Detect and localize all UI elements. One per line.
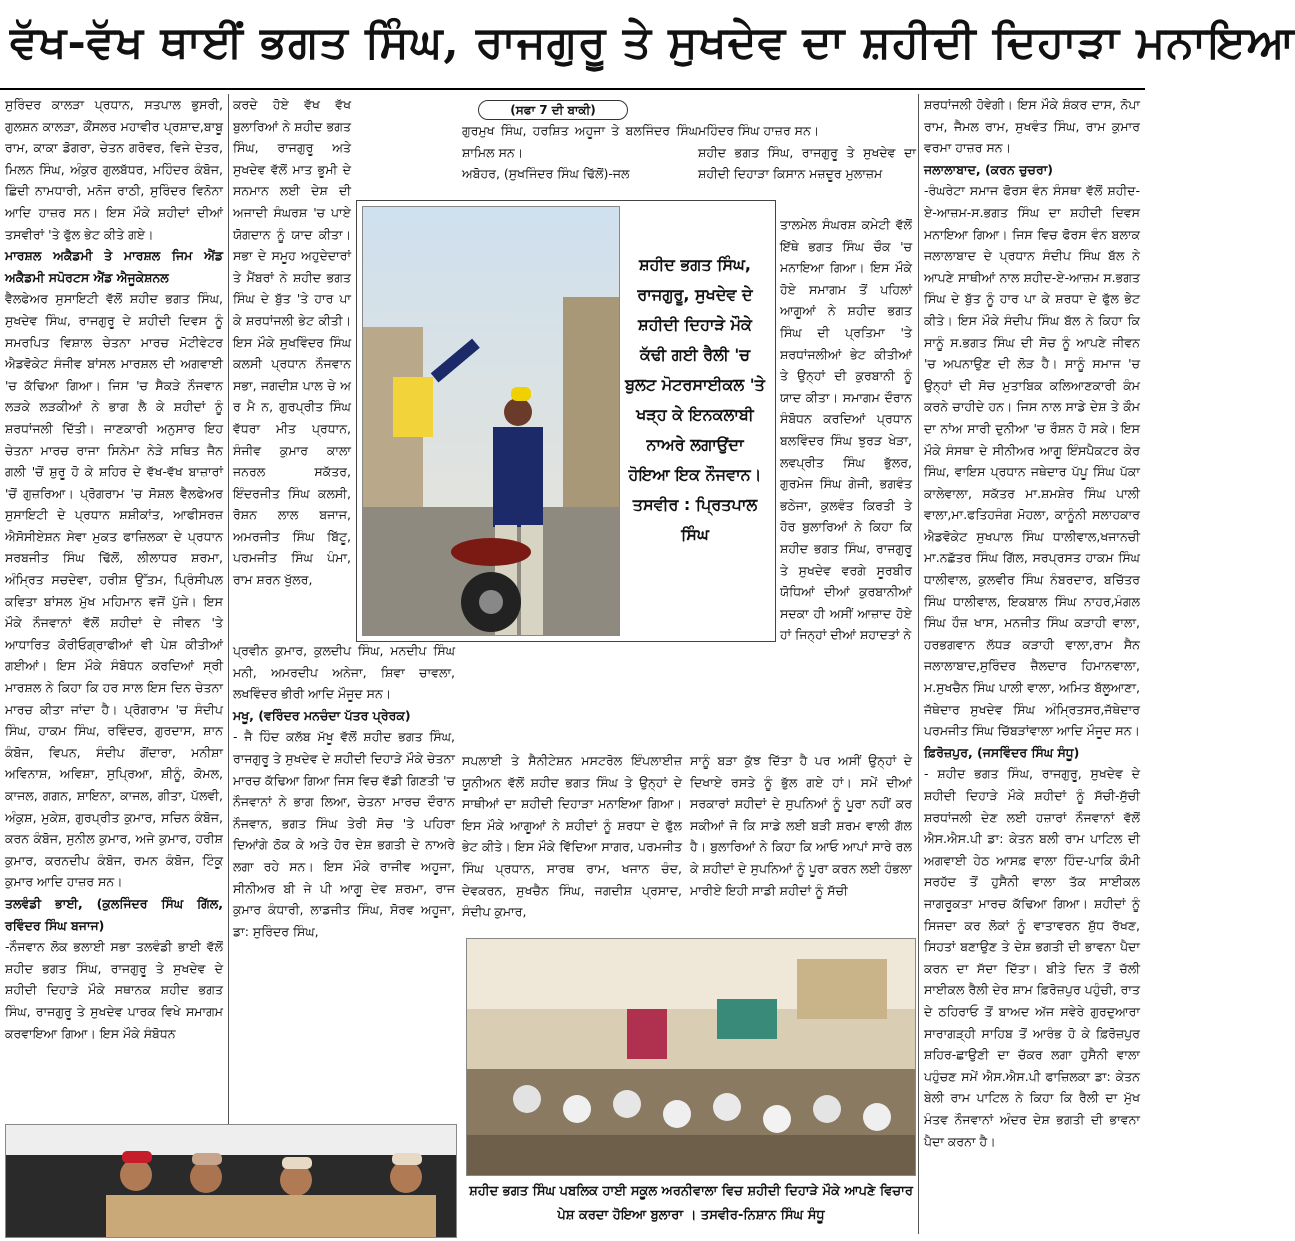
column-4-bottom: [690, 750, 912, 934]
col1-subhead-1: ਮਾਰਸ਼ਲ ਅਕੈਡਮੀ ਤੇ ਮਾਰਸ਼ਲ ਜਿਮ ਐਂਡ ਅਕੈਡਮੀ ਸਪੋਰਟਸ ਐਂਡ ਐਜੂਕੇਸ਼ਨਲ: [5, 248, 223, 285]
headline: ਵੱਖ-ਵੱਖ ਥਾਈਂ ਭਗਤ ਸਿੰਘ, ਰਾਜਗੁਰੂ ਤੇ ਸੁਖਦੇਵ ਦਾ ਸ਼ਹੀਦੀ ਦਿਹਾੜਾ ਮਨਾਇਆ: [10, 17, 1295, 68]
column-divider: [918, 94, 919, 1234]
col3-paragraph-bottom: ਸਪਲਾਈ ਤੇ ਸੈਨੀਟੇਸ਼ਨ ਮਸਟਰੋਲ ਇੰਪਲਾਈਜ਼ ਯੂਨੀਅਨ ਵੱਲੋਂ ਸ਼ਹੀਦ ਭਗਤ ਸਿੰਘ ਤੇ ਉਨ੍ਹਾਂ ਦੇ ਸਾਥੀਆਂ ਦਾ ਸ਼ਹੀਦੀ ਦਿਹਾੜਾ ਮਨਾਇਆ ਗਿਆ। ਇਸ ਮੌਕੇ ਆਗੂਆਂ ਨੇ ਸ਼ਹੀਦਾਂ ਨੂੰ ਸ਼ਰਧਾ ਦੇ ਫੁੱਲ ਭੇਟ ਕੀਤੇ। ਇਸ ਮੌਕੇ ਵਿੱਦਿਆ ਸਾਗਰ, ਪਰਮਜੀਤ ਸਿੰਘ ਪ੍ਰਧਾਨ, ਸਾਰਥ ਰਾਮ, ਖਜਾਨ ਚੰਦ, ਦੇਵਕਰਨ, ਸੁਖਚੈਨ ਸਿੰਘ, ਜਗਦੀਸ਼ ਪ੍ਰਸਾਦ, ਸੰਦੀਪ ਕੁਮਾਰ,: [462, 753, 682, 920]
col3-paragraph-top: ਗੁਰਮੁਖ ਸਿੰਘ, ਹਰਸ਼ਿਤ ਅਹੂਜਾ ਤੇ ਬਲਜਿੰਦਰ ਸਿੰਘ ਸ਼ਾਮਿਲ ਸਨ।: [462, 123, 698, 160]
photo-school-event: [466, 938, 916, 1176]
col4-paragraph-top: ਮਹਿੰਦਰ ਸਿੰਘ ਹਾਜ਼ਰ ਸਨ।: [698, 123, 820, 138]
col4-paragraph-bottom: ਸਾਨੂੰ ਬੜਾ ਕੁੱਝ ਦਿੱਤਾ ਹੈ ਪਰ ਅਸੀਂ ਉਨ੍ਹਾਂ ਦੇ ਦਿਖਾਏ ਰਸਤੇ ਨੂੰ ਭੁੱਲ ਗਏ ਹਾਂ। ਸਮੇਂ ਦੀਆਂ ਸਰਕਾਰਾਂ ਸ਼ਹੀਦਾਂ ਦੇ ਸੁਪਨਿਆਂ ਨੂੰ ਪੂਰਾ ਨਹੀਂ ਕਰ ਸਕੀਆਂ ਜੋ ਕਿ ਸਾਡੇ ਲਈ ਬੜੀ ਸ਼ਰਮ ਵਾਲੀ ਗੱਲ ਹੈ। ਬੁਲਾਰਿਆਂ ਨੇ ਕਿਹਾ ਕਿ ਆਓ ਆਪਾਂ ਸਾਰੇ ਰਲ ਕੇ ਸ਼ਹੀਦਾਂ ਦੇ ਸੁਪਨਿਆਂ ਨੂੰ ਪੂਰਾ ਕਰਨ ਲਈ ਹੰਭਲਾ ਮਾਰੀਏ ਇਹੀ ਸਾਡੀ ਸ਼ਹੀਦਾਂ ਨੂੰ ਸੱਚੀ: [690, 753, 912, 898]
continued-label: (ਸਫਾ 7 ਦੀ ਬਾਕੀ): [478, 100, 628, 120]
col2-paragraph-bottom-2: - ਜੈ ਹਿੰਦ ਕਲੱਬ ਮੱਖੂ ਵੱਲੋਂ ਸ਼ਹੀਦ ਭਗਤ ਸਿੰਘ, ਰਾਜਗੁਰੂ ਤੇ ਸੁਖਦੇਵ ਦੇ ਸ਼ਹੀਦੀ ਦਿਹਾੜੇ ਮੌਕੇ ਚੇਤਨਾ ਮਾਰਚ ਕੱਢਿਆ ਗਿਆ ਜਿਸ ਵਿਚ ਵੱਡੀ ਗਿਣਤੀ 'ਚ ਨੌਜਵਾਨਾਂ ਨੇ ਭਾਗ ਲਿਆ, ਚੇਤਨਾ ਮਾਰਚ ਦੌਰਾਨ ਨੌਜਵਾਨ, ਭਗਤ ਸਿੰਘ ਤੇਰੀ ਸੋਚ 'ਤੇ ਪਹਿਰਾ ਦਿਆਂਗੇ ਠੋਕ ਕੇ ਅਤੇ ਹੋਰ ਦੇਸ਼ ਭਗਤੀ ਦੇ ਨਾਅਰੇ ਲਗਾ ਰਹੇ ਸਨ। ਇਸ ਮੌਕੇ ਰਾਜੀਵ ਅਹੂਜਾ, ਸੀਨੀਅਰ ਬੀ ਜੇ ਪੀ ਆਗੂ ਦੇਵ ਸ਼ਰਮਾ, ਰਾਜ ਕੁਮਾਰ ਕੰਧਾਰੀ, ਲਾਡਜੀਤ ਸਿੰਘ, ਸੋਰਵ ਅਹੂਜਾ, ਡਾ: ਸੁਰਿੰਦਰ ਸਿੰਘ,: [233, 729, 455, 939]
school-event-image: [467, 939, 915, 1175]
col5-paragraph-1: ਸ਼ਰਧਾਂਜਲੀ ਹੋਵੇਗੀ। ਇਸ ਮੌਕੇ ਸ਼ੰਕਰ ਦਾਸ, ਨੋਪਾ ਰਾਮ, ਜੈਮਲ ਰਾਮ, ਸੁਖਵੰਤ ਸਿੰਘ, ਰਾਮ ਕੁਮਾਰ ਵਰਮਾ ਹਾਜ਼ਰ ਸਨ।: [924, 97, 1140, 156]
column-divider: [228, 94, 229, 1234]
column-4-narrow: [780, 214, 912, 758]
photo-police-officers: [5, 1124, 457, 1238]
photo1-caption: [625, 250, 765, 610]
photo2-caption-text: ਸ਼ਹੀਦ ਭਗਤ ਸਿੰਘ ਪਬਲਿਕ ਹਾਈ ਸਕੂਲ ਅਰਨੀਵਾਲਾ ਵਿਚ ਸ਼ਹੀਦੀ ਦਿਹਾੜੇ ਮੌਕੇ ਆਪਣੇ ਵਿਚਾਰ ਪੇਸ਼ ਕਰਦਾ ਹੋਇਆ ਬੁਲਾਰਾ । ਤਸਵੀਰ-ਨਿਸ਼ਾਨ ਸਿੰਘ ਸੰਧੂ: [469, 1184, 913, 1223]
col5-paragraph-2: -ਰੰਘਰੇਟਾ ਸਮਾਜ ਫੋਰਸ ਵੰਨ ਸੰਸਥਾ ਵੱਲੋਂ ਸ਼ਹੀਦ-ਏ-ਆਜ਼ਮ-ਸ.ਭਗਤ ਸਿੰਘ ਦਾ ਸ਼ਹੀਦੀ ਦਿਵਸ ਮਨਾਇਆ ਗਿਆ। ਜਿਸ ਵਿਚ ਫੋਰਸ ਵੰਨ ਬਲਾਕ ਜਲਾਲਾਬਾਦ ਦੇ ਪ੍ਰਧਾਨ ਸੰਦੀਪ ਸਿੰਘ ਬੱਲ ਨੇ ਆਪਣੇ ਸਾਥੀਆਂ ਨਾਲ ਸ਼ਹੀਦ-ਏ-ਆਜ਼ਮ ਸ.ਭਗਤ ਸਿੰਘ ਦੇ ਬੁੱਤ ਨੂੰ ਹਾਰ ਪਾ ਕੇ ਸ਼ਰਧਾ ਦੇ ਫੁੱਲ ਭੇਟ ਕੀਤੇ। ਇਸ ਮੌਕੇ ਸੰਦੀਪ ਸਿੰਘ ਬੱਲ ਨੇ ਕਿਹਾ ਕਿ ਸਾਨੂੰ ਸ.ਭਗਤ ਸਿੰਘ ਦੀ ਸੋਚ ਨੂੰ ਆਪਣੇ ਜੀਵਨ 'ਚ ਅਪਨਾਉਣ ਦੀ ਲੋੜ ਹੈ। ਸਾਨੂੰ ਸਮਾਜ 'ਚ ਉਨ੍ਹਾਂ ਦੀ ਸੋਚ ਮੁਤਾਬਿਕ ਕਲਿਆਣਕਾਰੀ ਕੰਮ ਕਰਨੇ ਚਾਹੀਦੇ ਹਨ। ਜਿਸ ਨਾਲ ਸਾਡੇ ਦੇਸ਼ ਤੇ ਕੌਮ ਦਾ ਨਾਂਅ ਸਾਰੀ ਦੁਨੀਆ 'ਚ ਰੌਸ਼ਨ ਹੋ ਸਕੇ। ਇਸ ਮੌਕੇ ਸੰਸਥਾ ਦੇ ਸੀਨੀਅਰ ਆਗੂ ਇੰਸਪੈਕਟਰ ਕੇਰ ਸਿੰਘ, ਵਾਇਸ ਪ੍ਰਧਾਨ ਜਥੇਦਾਰ ਪੱਪੂ ਸਿੰਘ ਪੱਕਾ ਕਾਲੇਵਾਲਾ, ਸਕੱਤਰ ਮਾ.ਸ਼ਮਸ਼ੇਰ ਸਿੰਘ ਪਾਲੀ ਵਾਲਾ,ਮਾ.ਫਤਿਹਜੰਗ ਮੋਹਲਾ, ਕਾਨੂੰਨੀ ਸਲਾਹਕਾਰ ਐਡਵੋਕੇਟ ਸੁਖਪਾਲ ਸਿੰਘ ਧਾਲੀਵਾਲ,ਖਜਾਨਚੀ ਮਾ.ਨਛੱਤਰ ਸਿੰਘ ਗਿੱਲ, ਸਰਪ੍ਰਸਤ ਹਾਕਮ ਸਿੰਘ ਧਾਲੀਵਾਲ, ਕੁਲਵੀਰ ਸਿੰਘ ਨੰਬਰਦਾਰ, ਬਚਿੱਤਰ ਸਿੰਘ ਧਾਲੀਵਾਲ, ਇਕਬਾਲ ਸਿੰਘ ਨਾਹਰ,ਮੰਗਲ ਸਿੰਘ ਹੌਜ਼ ਖਾਸ, ਮਨਜੀਤ ਸਿੰਘ ਕੜਾਹੀ ਵਾਲਾ, ਹਰਭਗਵਾਨ ਲੱਧੜ ਕੜਾਹੀ ਵਾਲਾ,ਰਾਮ ਸੈਨ ਜਲਾਲਾਬਾਦ,ਸੁਰਿੰਦਰ ਜ਼ੈਲਦਾਰ ਹਿਮਾਨਵਾਲਾ, ਮ.ਸੁਖਚੈਨ ਸਿੰਘ ਪਾਲੀ ਵਾਲਾ, ਅਮਿਤ ਬੱਲੂਆਣਾ, ਜੱਥੇਦਾਰ ਸੁਖਦੇਵ ਸਿੰਘ ਅੰਮ੍ਰਿਤਸਰ,ਜੱਥੇਦਾਰ ਪਰਮਜੀਤ ਸਿੰਘ ਚਿੱਬੜਾਂਵਾਲਾ ਆਦਿ ਮੌਜੂਦ ਸਨ।: [924, 183, 1140, 739]
col4-paragraph-narrow: ਤਾਲਮੇਲ ਸੰਘਰਸ਼ ਕਮੇਟੀ ਵੱਲੋਂ ਇੱਥੇ ਭਗਤ ਸਿੰਘ ਚੌਕ 'ਚ ਮਨਾਇਆ ਗਿਆ। ਇਸ ਮੌਕੇ ਹੋਏ ਸਮਾਗਮ ਤੋਂ ਪਹਿਲਾਂ ਆਗੂਆਂ ਨੇ ਸ਼ਹੀਦ ਭਗਤ ਸਿੰਘ ਦੀ ਪ੍ਰਤਿਮਾ 'ਤੇ ਸ਼ਰਧਾਂਜਲੀਆਂ ਭੇਟ ਕੀਤੀਆਂ ਤੇ ਉਨ੍ਹਾਂ ਦੀ ਕੁਰਬਾਨੀ ਨੂੰ ਯਾਦ ਕੀਤਾ। ਸਮਾਗਮ ਦੌਰਾਨ ਸੰਬੋਧਨ ਕਰਦਿਆਂ ਪ੍ਰਧਾਨ ਬਲਵਿੰਦਰ ਸਿੰਘ ਝੁਰੜ ਖੇੜਾ, ਲਵਪ੍ਰੀਤ ਸਿੰਘ ਭੁੱਲਰ, ਗੁਰਮੇਜ ਸਿੰਘ ਗੇਜੀ, ਭਗਵੰਤ ਭਠੇਜਾ, ਕੁਲਵੰਤ ਕਿਰਤੀ ਤੇ ਹੋਰ ਬੁਲਾਰਿਆਂ ਨੇ ਕਿਹਾ ਕਿ ਸ਼ਹੀਦ ਭਗਤ ਸਿੰਘ, ਰਾਜਗੁਰੂ ਤੇ ਸੁਖਦੇਵ ਵਰਗੇ ਸੂਰਬੀਰ ਯੋਧਿਆਂ ਦੀਆਂ ਕੁਰਬਾਨੀਆਂ ਸਦਕਾ ਹੀ ਅਸੀਂ ਆਜ਼ਾਦ ਹੋਏ ਹਾਂ ਜਿਨ੍ਹਾਂ ਦੀਆਂ ਸ਼ਹਾਦਤਾਂ ਨੇ: [780, 217, 912, 643]
col1-paragraph-1: ਸੁਰਿੰਦਰ ਕਾਲੜਾ ਪ੍ਰਧਾਨ, ਸਤਪਾਲ ਭੁਸਰੀ, ਗੁਲਸ਼ਨ ਕਾਲੜਾ, ਕੌਂਸਲਰ ਮਹਾਵੀਰ ਪ੍ਰਸ਼ਾਦ,ਬਾਬੂ ਰਾਮ, ਕਾਕਾ ਡੋਗਰਾ, ਚੇਤਨ ਗਰੋਵਰ, ਵਿਜੇ ਦੇਤਰ, ਮਿਲਨ ਸਿੰਘ, ਅੰਕੁਰ ਗੁਲਬੱਧਰ, ਮਹਿੰਦਰ ਕੰਬੋਜ, ਛਿੰਦੀ ਨਾਮਧਾਰੀ, ਮਨੋਜ ਰਾਠੀ, ਸੁਰਿੰਦਰ ਵਿਨੋਨਾ ਆਦਿ ਹਾਜ਼ਰ ਸਨ। ਇਸ ਮੌਕੇ ਸ਼ਹੀਦਾਂ ਦੀਆਂ ਤਸਵੀਰਾਂ 'ਤੇ ਫੁੱਲ ਭੇਟ ਕੀਤੇ ਗਏ।: [5, 97, 223, 242]
col5-subhead-1: ਜਲਾਲਾਬਾਦ, (ਕਰਨ ਚੁਚਰਾ): [924, 161, 1054, 177]
col5-paragraph-3: - ਸ਼ਹੀਦ ਭਗਤ ਸਿੰਘ, ਰਾਜਗੁਰੂ, ਸੁਖਦੇਵ ਦੇ ਸ਼ਹੀਦੀ ਦਿਹਾੜੇ ਮੌਕੇ ਸ਼ਹੀਦਾਂ ਨੂੰ ਸੱਚੀ-ਸੁੱਚੀ ਸ਼ਰਧਾਂਜਲੀ ਦੇਣ ਲਈ ਹਜ਼ਾਰਾਂ ਨੌਜਵਾਨਾਂ ਵੱਲੋਂ ਐਸ.ਐਸ.ਪੀ ਡਾ: ਕੇਤਨ ਬਲੀ ਰਾਮ ਪਾਟਿਲ ਦੀ ਅਗਵਾਈ ਹੇਠ ਆਸਫ਼ ਵਾਲਾ ਹਿੰਦ-ਪਾਕਿ ਕੌਮੀ ਸਰਹੱਦ ਤੋਂ ਹੁਸੈਨੀ ਵਾਲਾ ਤੱਕ ਸਾਈਕਲ ਜਾਗਰੂਕਤਾ ਮਾਰਚ ਕੱਢਿਆ ਗਿਆ। ਸ਼ਹੀਦਾਂ ਨੂੰ ਸਿਜਦਾ ਕਰ ਲੋਕਾਂ ਨੂੰ ਵਾਤਾਵਰਨ ਸ਼ੁੱਧ ਰੱਖਣ, ਸਿਹਤਾਂ ਬਣਾਉਣ ਤੇ ਦੇਸ਼ ਭਗਤੀ ਦੀ ਭਾਵਨਾ ਪੈਦਾ ਕਰਨ ਦਾ ਸੱਦਾ ਦਿੱਤਾ। ਬੀਤੇ ਦਿਨ ਤੋਂ ਚੱਲੀ ਸਾਈਕਲ ਰੈਲੀ ਦੇਰ ਸ਼ਾਮ ਫ਼ਿਰੋਜ਼ਪੁਰ ਪਹੁੰਚੀ, ਰਾਤ ਦੇ ਠਹਿਰਾਓ ਤੋਂ ਬਾਅਦ ਅੱਜ ਸਵੇਰੇ ਗੁਰਦੁਆਰਾ ਸਾਰਾਗੜ੍ਹੀ ਸਾਹਿਬ ਤੋਂ ਆਰੰਭ ਹੋ ਕੇ ਫ਼ਿਰੋਜ਼ਪੁਰ ਸ਼ਹਿਰ-ਛਾਉਣੀ ਦਾ ਚੱਕਰ ਲਗਾ ਹੁਸੈਨੀ ਵਾਲਾ ਪਹੁੰਚਣ ਸਮੇਂ ਐਸ.ਐਸ.ਪੀ ਫਾਜ਼ਿਲਕਾ ਡਾ: ਕੇਤਨ ਬੇਲੀ ਰਾਮ ਪਾਟਿਲ ਨੇ ਕਿਹਾ ਕਿ ਰੈਲੀ ਦਾ ਮੁੱਖ ਮੰਤਵ ਨੌਜਵਾਨਾਂ ਅੰਦਰ ਦੇਸ਼ ਭਗਤੀ ਦੀ ਭਾਵਨਾ ਪੈਦਾ ਕਰਨਾ ਹੈ।: [924, 766, 1140, 1149]
col2-paragraph-bottom-1: ਪ੍ਰਵੀਨ ਕੁਮਾਰ, ਕੁਲਦੀਪ ਸਿੰਘ, ਮਨਦੀਪ ਸਿੰਘ ਮਨੀ, ਅਮਰਦੀਪ ਅਨੇਜਾ, ਸ਼ਿਵਾ ਚਾਵਲਾ, ਲਖਵਿੰਦਰ ਭੀਰੀ ਆਦਿ ਮੌਜੂਦ ਸਨ।: [233, 643, 455, 702]
police-officers-image: [6, 1125, 456, 1237]
column-2-bottom: [233, 640, 455, 1116]
col5-subhead-2: ਫ਼ਿਰੋਜ਼ਪੁਰ, (ਜਸਵਿੰਦਰ ਸਿੰਘ ਸੰਧੂ): [924, 744, 1080, 760]
column-5: [924, 94, 1140, 1234]
column-3-bottom: [462, 750, 682, 934]
column-1: [5, 94, 223, 1116]
column-3-top: [462, 120, 698, 200]
col2-subhead: ਮਖੂ, (ਵਰਿੰਦਰ ਮਨਚੰਦਾ ਪੱਤਰ ਪ੍ਰੇਰਕ): [233, 707, 411, 723]
photo-motorcycle-rally: [362, 206, 620, 636]
motorcycle-rally-image: [363, 207, 619, 635]
col1-paragraph-2: ਵੈਲਫੇਅਰ ਸੁਸਾਇਟੀ ਵੱਲੋਂ ਸ਼ਹੀਦ ਭਗਤ ਸਿੰਘ, ਸੁਖਦੇਵ ਸਿੰਘ, ਰਾਜਗੁਰੂ ਦੇ ਸ਼ਹੀਦੀ ਦਿਵਸ ਨੂੰ ਸਮਰਪਿਤ ਵਿਸ਼ਾਲ ਚੇਤਨਾ ਮਾਰਚ ਮੋਟੀਵੇਟਰ ਐਡਵੋਕੇਟ ਸੰਜੀਵ ਬਾਂਸਲ ਮਾਰਸ਼ਲ ਦੀ ਅਗਵਾਈ 'ਚ ਕੱਢਿਆ ਗਿਆ। ਜਿਸ 'ਚ ਸੈਕੜੇ ਨੌਜਵਾਨ ਲੜਕੇ ਲੜਕੀਆਂ ਨੇ ਭਾਗ ਲੈ ਕੇ ਸ਼ਹੀਦਾਂ ਨੂੰ ਸ਼ਰਧਾਂਜਲੀ ਦਿੱਤੀ। ਜਾਣਕਾਰੀ ਅਨੁਸਾਰ ਇਹ ਚੇਤਨਾ ਮਾਰਚ ਰਾਜਾ ਸਿਨੇਮਾ ਨੇੜੇ ਸਥਿਤ ਜੈਨ ਗਲੀ 'ਚੋਂ ਸ਼ੁਰੂ ਹੋ ਕੇ ਸ਼ਹਿਰ ਦੇ ਵੱਖ-ਵੱਖ ਬਾਜ਼ਾਰਾਂ 'ਚੋਂ ਗੁਜ਼ਰਿਆ। ਪ੍ਰੋਗਰਾਮ 'ਚ ਸੋਸ਼ਲ ਵੈਲਫੇਅਰ ਸੁਸਾਇਟੀ ਦੇ ਪ੍ਰਧਾਨ ਸ਼ਸ਼ੀਕਾਂਤ, ਆਫੀਸਰਜ਼ ਐਸੋਸੀਏਸ਼ਨ ਸੇਵਾ ਮੁਕਤ ਫਾਜ਼ਿਲਕਾ ਦੇ ਪ੍ਰਧਾਨ ਸਰਬਜੀਤ ਸਿੰਘ ਢਿੱਲੋਂ, ਲੀਲਾਧਰ ਸ਼ਰਮਾ, ਅੰਮ੍ਰਿਤ ਸਚਦੇਵਾ, ਹਰੀਸ਼ ਉੱਤਮ, ਪ੍ਰਿੰਸੀਪਲ ਕਵਿਤਾ ਬਾਂਸਲ ਮੁੱਖ ਮਹਿਮਾਨ ਵਜੋਂ ਪੁੱਜੇ। ਇਸ ਮੌਕੇ ਨੌਜਵਾਨਾਂ ਵੱਲੋਂ ਸ਼ਹੀਦਾਂ ਦੇ ਜੀਵਨ 'ਤੇ ਆਧਾਰਿਤ ਕੋਰੀਓਗ੍ਰਾਫੀਆਂ ਵੀ ਪੇਸ਼ ਕੀਤੀਆਂ ਗਈਆਂ। ਇਸ ਮੌਕੇ ਸੰਬੋਧਨ ਕਰਦਿਆਂ ਸ੍ਰੀ ਮਾਰਸ਼ਲ ਨੇ ਕਿਹਾ ਕਿ ਹਰ ਸਾਲ ਇਸ ਦਿਨ ਚੇਤਨਾ ਮਾਰਚ ਕੀਤਾ ਜਾਂਦਾ ਹੈ। ਪ੍ਰੋਗਰਾਮ 'ਚ ਸੰਦੀਪ ਸਿੰਘ, ਹਾਕਮ ਸਿੰਘ, ਰਵਿੰਦਰ, ਗੁਰਦਾਸ, ਸ਼ਾਨ ਕੰਬੋਜ, ਵਿਪਨ, ਸੰਦੀਪ ਗੋਂਦਾਰਾ, ਮਨੀਸ਼ਾ ਅਵਿਨਾਸ਼, ਅਵਿਸ਼ਾ, ਸੁਪ੍ਰਿਆ, ਸ਼ੀਨੂੰ, ਕੋਮਲ, ਕਾਜਲ, ਗਗਨ, ਸ਼ਾਇਨਾ, ਕਾਜਲ, ਗੀਤਾ, ਪੱਲਵੀ, ਅੰਕੁਸ਼, ਮੁਕੇਸ਼, ਗੁਰਪ੍ਰੀਤ ਕੁਮਾਰ, ਸਚਿਨ ਕੰਬੋਜ, ਕਰਨ ਕੰਬੋਜ, ਸੁਨੀਲ ਕੁਮਾਰ, ਅਜੇ ਕੁਮਾਰ, ਹਰੀਸ਼ ਕੁਮਾਰ, ਕਰਨਦੀਪ ਕੰਬੋਜ, ਰਮਨ ਕੰਬੋਜ, ਟਿੰਕੂ ਕੁਮਾਰ ਆਦਿ ਹਾਜ਼ਰ ਸਨ।: [5, 291, 223, 890]
col3-paragraph-top-2: ਅਬੋਹਰ, (ਸੁਖਜਿੰਦਰ ਸਿੰਘ ਢਿੱਲੋਂ)-ਜਲ: [462, 166, 630, 182]
column-2-top: [233, 94, 351, 640]
col4-paragraph-top-2: ਸ਼ਹੀਦ ਭਗਤ ਸਿੰਘ, ਰਾਜਗੁਰੂ ਤੇ ਸੁਖਦੇਵ ਦਾ ਸ਼ਹੀਦੀ ਦਿਹਾੜਾ ਕਿਸਾਨ ਮਜ਼ਦੂਰ ਮੁਲਾਜ਼ਮ: [698, 144, 916, 182]
photo2-caption: [466, 1180, 916, 1232]
col1-subhead-2: ਤਲਵੰਡੀ ਭਾਈ, (ਕੁਲਜਿੰਦਰ ਸਿੰਘ ਗਿੱਲ, ਰਵਿੰਦਰ ਸਿੰਘ ਬਜਾਜ): [5, 895, 223, 933]
col1-paragraph-3: -ਨੌਜਵਾਨ ਲੋਕ ਭਲਾਈ ਸਭਾ ਤਲਵੰਡੀ ਭਾਈ ਵੱਲੋਂ ਸ਼ਹੀਦ ਭਗਤ ਸਿੰਘ, ਰਾਜਗੁਰੂ ਤੇ ਸੁਖਦੇਵ ਦੇ ਸ਼ਹੀਦੀ ਦਿਹਾੜੇ ਮੌਕੇ ਸਥਾਨਕ ਸ਼ਹੀਦ ਭਗਤ ਸਿੰਘ, ਰਾਜਗੁਰੂ ਤੇ ਸੁਖਦੇਵ ਪਾਰਕ ਵਿਖੇ ਸਮਾਗਮ ਕਰਵਾਇਆ ਗਿਆ। ਇਸ ਮੌਕੇ ਸੰਬੋਧਨ: [5, 939, 223, 1041]
photo1-caption-text: ਸ਼ਹੀਦ ਭਗਤ ਸਿੰਘ, ਰਾਜਗੁਰੂ, ਸੁਖਦੇਵ ਦੇ ਸ਼ਹੀਦੀ ਦਿਹਾੜੇ ਮੌਕੇ ਕੱਢੀ ਗਈ ਰੈਲੀ 'ਚ ਬੁਲਟ ਮੋਟਰਸਾਈਕਲ 'ਤੇ ਖੜ੍ਹ ਕੇ ਇਨਕਲਾਬੀ ਨਾਅਰੇ ਲਗਾਉਂਦਾ ਹੋਇਆ ਇਕ ਨੌਜਵਾਨ। ਤਸਵੀਰ : ਪ੍ਰਿਤਪਾਲ ਸਿੰਘ: [625, 255, 765, 544]
col2-paragraph-top: ਕਰਦੇ ਹੋਏ ਵੱਖ ਵੱਖ ਬੁਲਾਰਿਆਂ ਨੇ ਸ਼ਹੀਦ ਭਗਤ ਸਿੰਘ, ਰਾਜਗੁਰੂ ਅਤੇ ਸੁਖਦੇਵ ਵੱਲੋਂ ਮਾਤ ਭੂਮੀ ਦੇ ਸਨਮਾਨ ਲਈ ਦੇਸ਼ ਦੀ ਅਜਾਦੀ ਸੰਘਰਸ਼ 'ਚ ਪਾਏ ਯੋਗਦਾਨ ਨੂੰ ਯਾਦ ਕੀਤਾ। ਸਭਾ ਦੇ ਸਮੂਹ ਅਹੁਦੇਦਾਰਾਂ ਤੇ ਮੈਂਬਰਾਂ ਨੇ ਸ਼ਹੀਦ ਭਗਤ ਸਿੰਘ ਦੇ ਬੁੱਤ 'ਤੇ ਹਾਰ ਪਾ ਕੇ ਸ਼ਰਧਾਂਜਲੀ ਭੇਟ ਕੀਤੀ। ਇਸ ਮੌਕੇ ਸੁਖਵਿੰਦਰ ਸਿੰਘ ਕਲਸੀ ਪ੍ਰਧਾਨ ਨੌਜਵਾਨ ਸਭਾ, ਜਗਦੀਸ਼ ਪਾਲ ਚੇ ਅ ਰ ਮੈ ਨ, ਗੁਰਪ੍ਰੀਤ ਸਿੰਘ ਵੱਧਰਾ ਮੀਤ ਪ੍ਰਧਾਨ, ਸੰਜੀਵ ਕੁਮਾਰ ਕਾਲਾ ਜਨਰਲ ਸਕੱਤਰ, ਇੰਦਰਜੀਤ ਸਿੰਘ ਕਲਸੀ, ਰੋਸ਼ਨ ਲਾਲ ਬਜਾਜ, ਅਮਰਜੀਤ ਸਿੰਘ ਬਿੱਟੂ, ਪਰਮਜੀਤ ਸਿੰਘ ਪੰਮਾ, ਰਾਮ ਸ਼ਰਨ ਖੁੱਲਰ,: [233, 97, 351, 588]
headline-rule: [0, 88, 1145, 90]
